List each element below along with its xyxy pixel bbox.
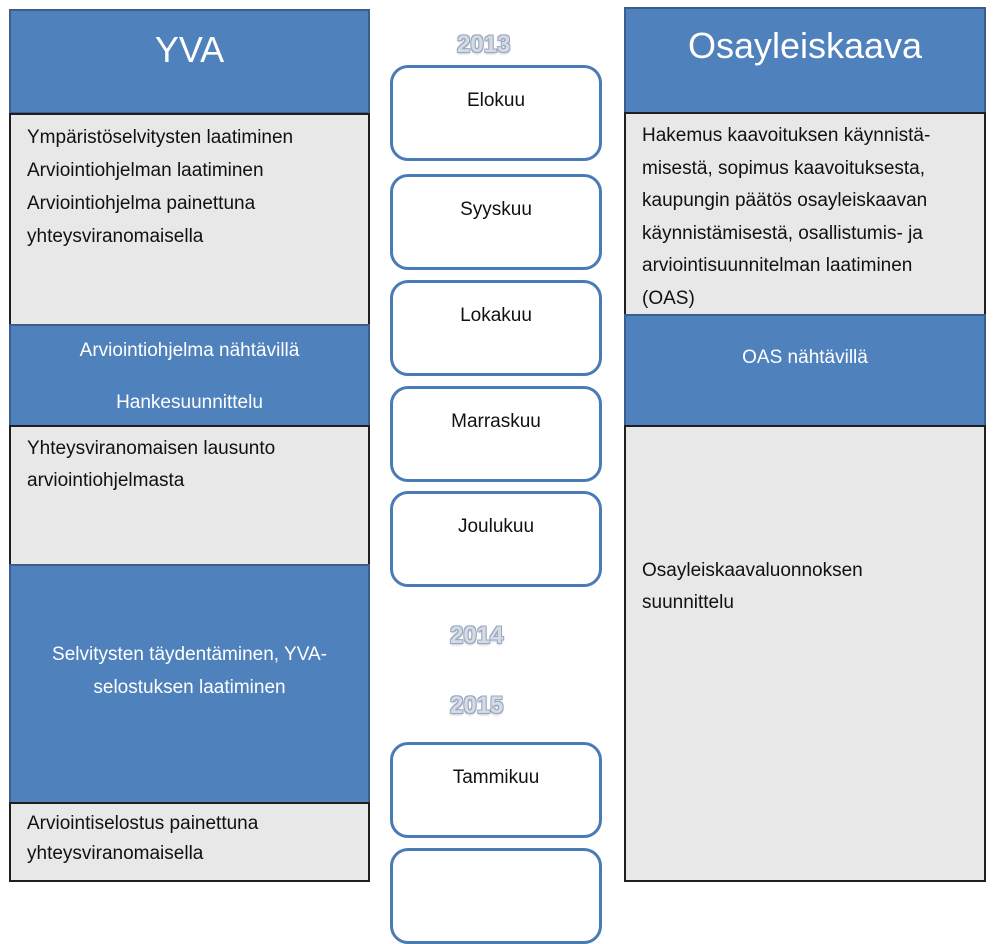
osayleiskaava-box1-line-1: Hakemus kaavoituksen käynnistä-: [642, 125, 931, 146]
yva-box1-text: [27, 121, 293, 253]
yva-box-programme-displayed: [9, 324, 370, 427]
osayleiskaava-box2-line: OAS nähtävillä: [742, 347, 868, 368]
month-label: Elokuu: [466, 90, 526, 111]
month-label: Joulukuu: [457, 516, 535, 537]
osayleiskaava-box1-line-5: arviointisuunnitelman laatiminen: [642, 255, 913, 276]
osayleiskaava-box1-text: [642, 120, 930, 315]
osayleiskaava-box3-line-2: suunnittelu: [642, 592, 734, 613]
month-box-marraskuu: [390, 386, 602, 482]
month-box-joulukuu: [390, 491, 602, 587]
yva-box-complementing-studies: [9, 564, 370, 804]
month-label: Syyskuu: [460, 199, 532, 220]
month-box-tammikuu: [390, 742, 602, 838]
osayleiskaava-box1-line-4: käynnistämisestä, osallistumis- ja: [642, 222, 923, 244]
month-label: Tammikuu: [452, 767, 540, 788]
osayleiskaava-header: [624, 7, 986, 114]
yva-box3-text: [27, 433, 275, 497]
month-box-lokakuu: [390, 280, 602, 376]
osayleiskaava-header-title: Osayleiskaava: [687, 25, 923, 66]
yva-box-authority-statement: [9, 425, 370, 566]
osayleiskaava-box-draft-planning: [624, 425, 986, 882]
year-label-2014: 2014: [450, 622, 504, 649]
yva-box1-line-2: Arviointiohjelman laatiminen: [27, 160, 264, 181]
month-box-elokuu: [390, 65, 602, 161]
year-label-2015: 2015: [450, 692, 504, 719]
month-label: Marraskuu: [451, 411, 541, 432]
osayleiskaava-box3-text: [642, 555, 863, 619]
yva-box-assessment-report: [9, 802, 370, 882]
osayleiskaava-box1-line-3: kaupungin päätös osayleiskaavan: [642, 190, 928, 211]
yva-box4-line-1: Selvitysten täydentäminen, YVA-: [52, 644, 327, 665]
month-box-syyskuu: [390, 174, 602, 270]
yva-box2-line-2: Hankesuunnittelu: [116, 392, 263, 413]
yva-box5-line-2: yhteysviranomaisella: [27, 843, 204, 864]
yva-box4-line-2: selostuksen laatiminen: [93, 677, 286, 698]
osayleiskaava-box-initiation: [624, 112, 986, 316]
yva-box1-line-3: Arviointiohjelma painettuna: [27, 193, 256, 214]
yva-header-title: YVA: [154, 29, 225, 70]
year-label-2013: 2013: [457, 31, 511, 58]
yva-box3-line-2: arviointiohjelmasta: [27, 470, 185, 491]
yva-box3-line-1: Yhteysviranomaisen lausunto: [27, 438, 276, 459]
yva-box-environmental-studies: [9, 113, 370, 326]
osayleiskaava-box1-line-6: (OAS): [642, 287, 695, 309]
yva-header: [9, 9, 370, 114]
osayleiskaava-box3-line-1: Osayleiskaavaluonnoksen: [642, 560, 863, 581]
yva-box1-line-1: Ympäristöselvitysten laatiminen: [27, 127, 294, 148]
month-label: Lokakuu: [460, 305, 532, 326]
osayleiskaava-box-oas-displayed: [624, 314, 986, 427]
yva-box5-text: [27, 809, 258, 869]
yva-box2-line-1: Arviointiohjelma nähtävillä: [79, 340, 300, 361]
osayleiskaava-box1-line-2: misestä, sopimus kaavoituksesta,: [642, 157, 926, 179]
month-box-next: [390, 848, 602, 944]
yva-box5-line-1: Arviointiselostus painettuna: [27, 813, 259, 834]
yva-box1-line-4: yhteysviranomaisella: [27, 226, 204, 247]
